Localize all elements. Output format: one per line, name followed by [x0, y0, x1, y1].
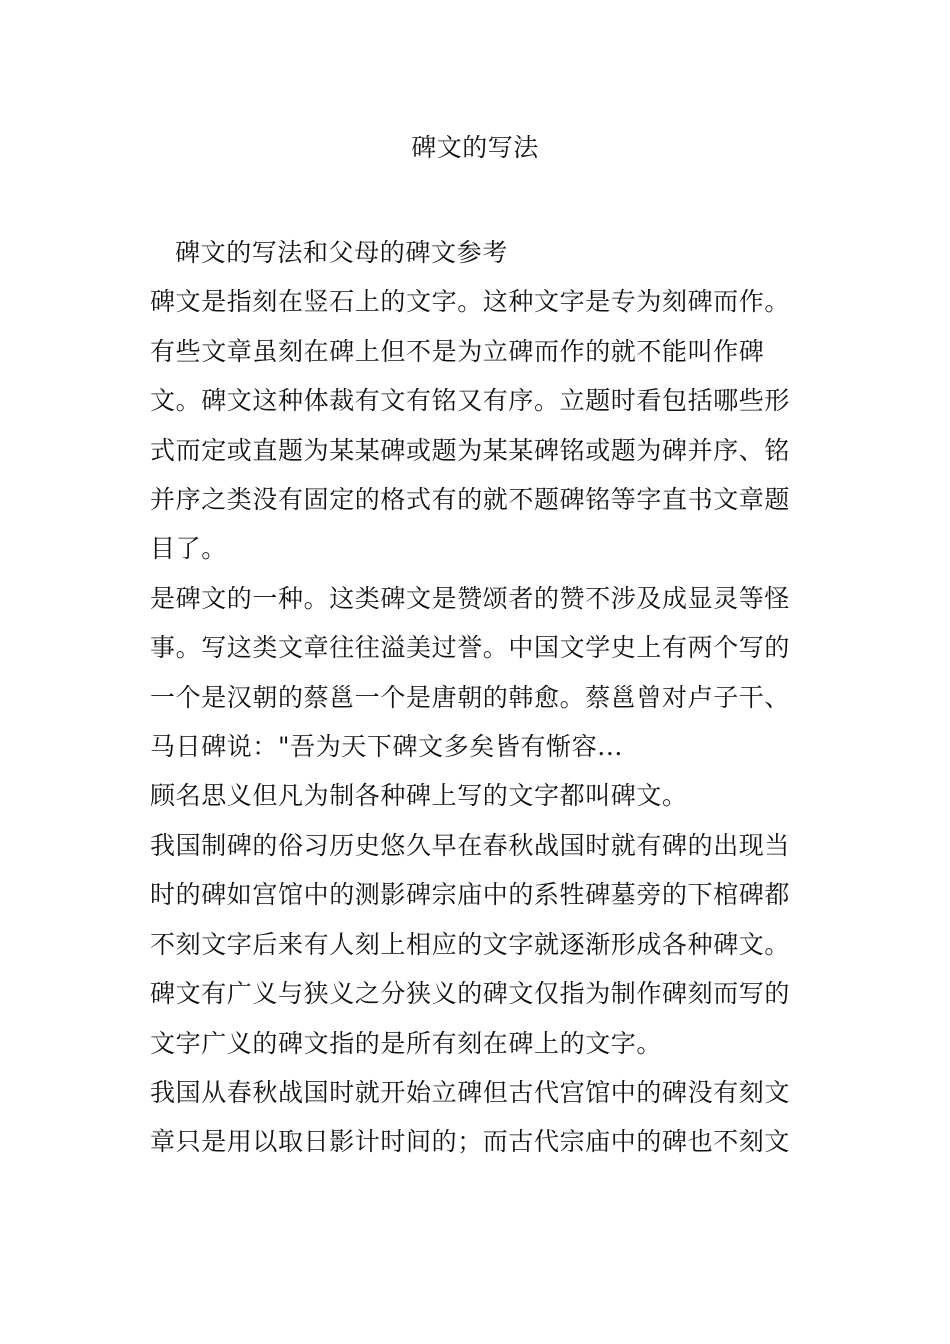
paragraph: 顾名思义但凡为制各种碑上写的文字都叫碑文。 [150, 781, 688, 811]
paragraph: 我国从春秋战国时就开始立碑但古代宫馆中的碑没有刻文章只是用以取日影计时间的；而古代宗庙中的碑也不刻文 [150, 1077, 791, 1157]
paragraph: 是碑文的一种。这类碑文是赞颂者的赞不涉及成显灵等怪事。写这类文章往往溢美过誉。中国文学史上有两个写的一个是汉朝的蔡邕一个是唐朝的韩愈。蔡邕曾对卢子干、马日碑说："吾为天下碑文多矣皆有惭容... [150, 583, 791, 762]
paragraph: 我国制碑的俗习历史悠久早在春秋战国时就有碑的出现当时的碑如宫馆中的测影碑宗庙中的系牲碑墓旁的下棺碑都不刻文字后来有人刻上相应的文字就逐渐形成各种碑文。 [150, 830, 791, 959]
paragraph: 碑文是指刻在竖石上的文字。这种文字是专为刻碑而作。有些文章虽刻在碑上但不是为立碑而作的就不能叫作碑文。碑文这种体裁有文有铭又有序。立题时看包括哪些形式而定或直题为某某碑或题为某某碑铭或题为碑并序、铭并序之类没有固定的格式有的就不题碑铭等字直书文章题目了。 [150, 287, 791, 564]
document-body [150, 228, 792, 1167]
paragraph: 碑文有广义与狭义之分狭义的碑文仅指为制作碑刻而写的文字广义的碑文指的是所有刻在碑上的文字。 [150, 979, 791, 1058]
paragraph-subtitle: 碑文的写法和父母的碑文参考 [175, 238, 508, 267]
document-title: 碑文的写法 [411, 133, 539, 162]
